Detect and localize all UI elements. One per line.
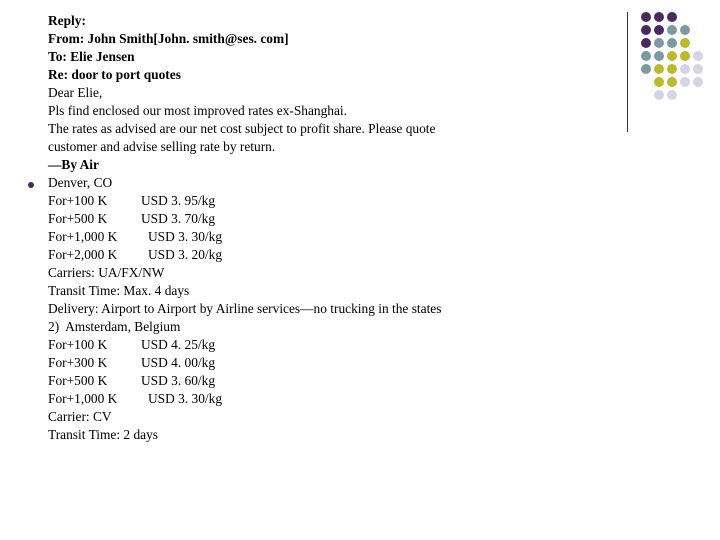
rate-price: USD 3. 20/kg (148, 247, 223, 262)
rate-row (48, 210, 508, 228)
rate-weight: For+300 K (48, 355, 108, 370)
destination-denver: Denver, CO (48, 175, 113, 190)
dot-olive (667, 77, 677, 87)
dot-slate (654, 38, 664, 48)
destination-amsterdam: 2) Amsterdam, Belgium (48, 319, 181, 334)
dot-purple (667, 12, 677, 22)
bullet-icon (28, 182, 34, 188)
dot-lavender (654, 90, 664, 100)
transit-time-amsterdam: Transit Time: 2 days (48, 427, 159, 442)
dot-purple (641, 38, 651, 48)
reply-label: Reply: (48, 13, 86, 28)
dot-lavender (680, 64, 690, 74)
rate-row (48, 228, 508, 246)
carriers-line: Carriers: UA/FX/NW (48, 265, 165, 280)
dot-purple (654, 12, 664, 22)
by-air-heading: —By Air (48, 157, 99, 172)
greeting: Dear Elie, (48, 85, 103, 100)
dot-purple (641, 12, 651, 22)
body-line-2: The rates as advised are our net cost subject to profit share. Please quote (48, 121, 436, 136)
dot-slate (641, 51, 651, 61)
vertical-divider (627, 12, 628, 132)
rates-denver (48, 192, 508, 264)
dot-lavender (693, 64, 703, 74)
email-content (48, 12, 508, 444)
dot-slate (667, 25, 677, 35)
dot-olive (667, 51, 677, 61)
from-line: From: John Smith[John. smith@ses. com] (48, 31, 289, 46)
to-line: To: Elie Jensen (48, 49, 135, 64)
rate-weight: For+500 K (48, 373, 108, 388)
dot-olive (680, 51, 690, 61)
rate-price: USD 4. 00/kg (141, 355, 216, 370)
delivery-line: Delivery: Airport to Airport by Airline services—no trucking in the states (48, 301, 442, 316)
rate-price: USD 4. 25/kg (141, 337, 216, 352)
rate-weight: For+100 K (48, 193, 108, 208)
decorative-dot-grid (641, 12, 711, 118)
rate-row (48, 246, 508, 264)
rate-row (48, 390, 508, 408)
dot-olive (654, 77, 664, 87)
rate-price: USD 3. 95/kg (141, 193, 216, 208)
rate-row (48, 354, 508, 372)
rate-price: USD 3. 70/kg (141, 211, 216, 226)
dot-slate (641, 64, 651, 74)
rate-weight: For+500 K (48, 211, 108, 226)
rate-price: USD 3. 60/kg (141, 373, 216, 388)
rate-weight: For+2,000 K (48, 247, 118, 262)
dot-lavender (667, 90, 677, 100)
dot-lavender (680, 77, 690, 87)
carrier-line: Carrier: CV (48, 409, 112, 424)
dot-lavender (693, 77, 703, 87)
dot-slate (667, 38, 677, 48)
rate-weight: For+1,000 K (48, 391, 118, 406)
dot-olive (654, 64, 664, 74)
rate-row (48, 336, 508, 354)
dot-slate (680, 25, 690, 35)
body-line-3: customer and advise selling rate by return. (48, 139, 276, 154)
subject-line: Re: door to port quotes (48, 67, 181, 82)
rate-price: USD 3. 30/kg (148, 229, 223, 244)
dot-lavender (693, 51, 703, 61)
dot-olive (667, 64, 677, 74)
rate-row (48, 372, 508, 390)
rate-row (48, 192, 508, 210)
dot-purple (654, 25, 664, 35)
dot-olive (680, 38, 690, 48)
transit-time-denver: Transit Time: Max. 4 days (48, 283, 190, 298)
rate-price: USD 3. 30/kg (148, 391, 223, 406)
body-line-1: Pls find enclosed our most improved rates ex-Shanghai. (48, 103, 348, 118)
dot-slate (654, 51, 664, 61)
dot-purple (641, 25, 651, 35)
rates-amsterdam (48, 336, 508, 408)
rate-weight: For+100 K (48, 337, 108, 352)
rate-weight: For+1,000 K (48, 229, 118, 244)
